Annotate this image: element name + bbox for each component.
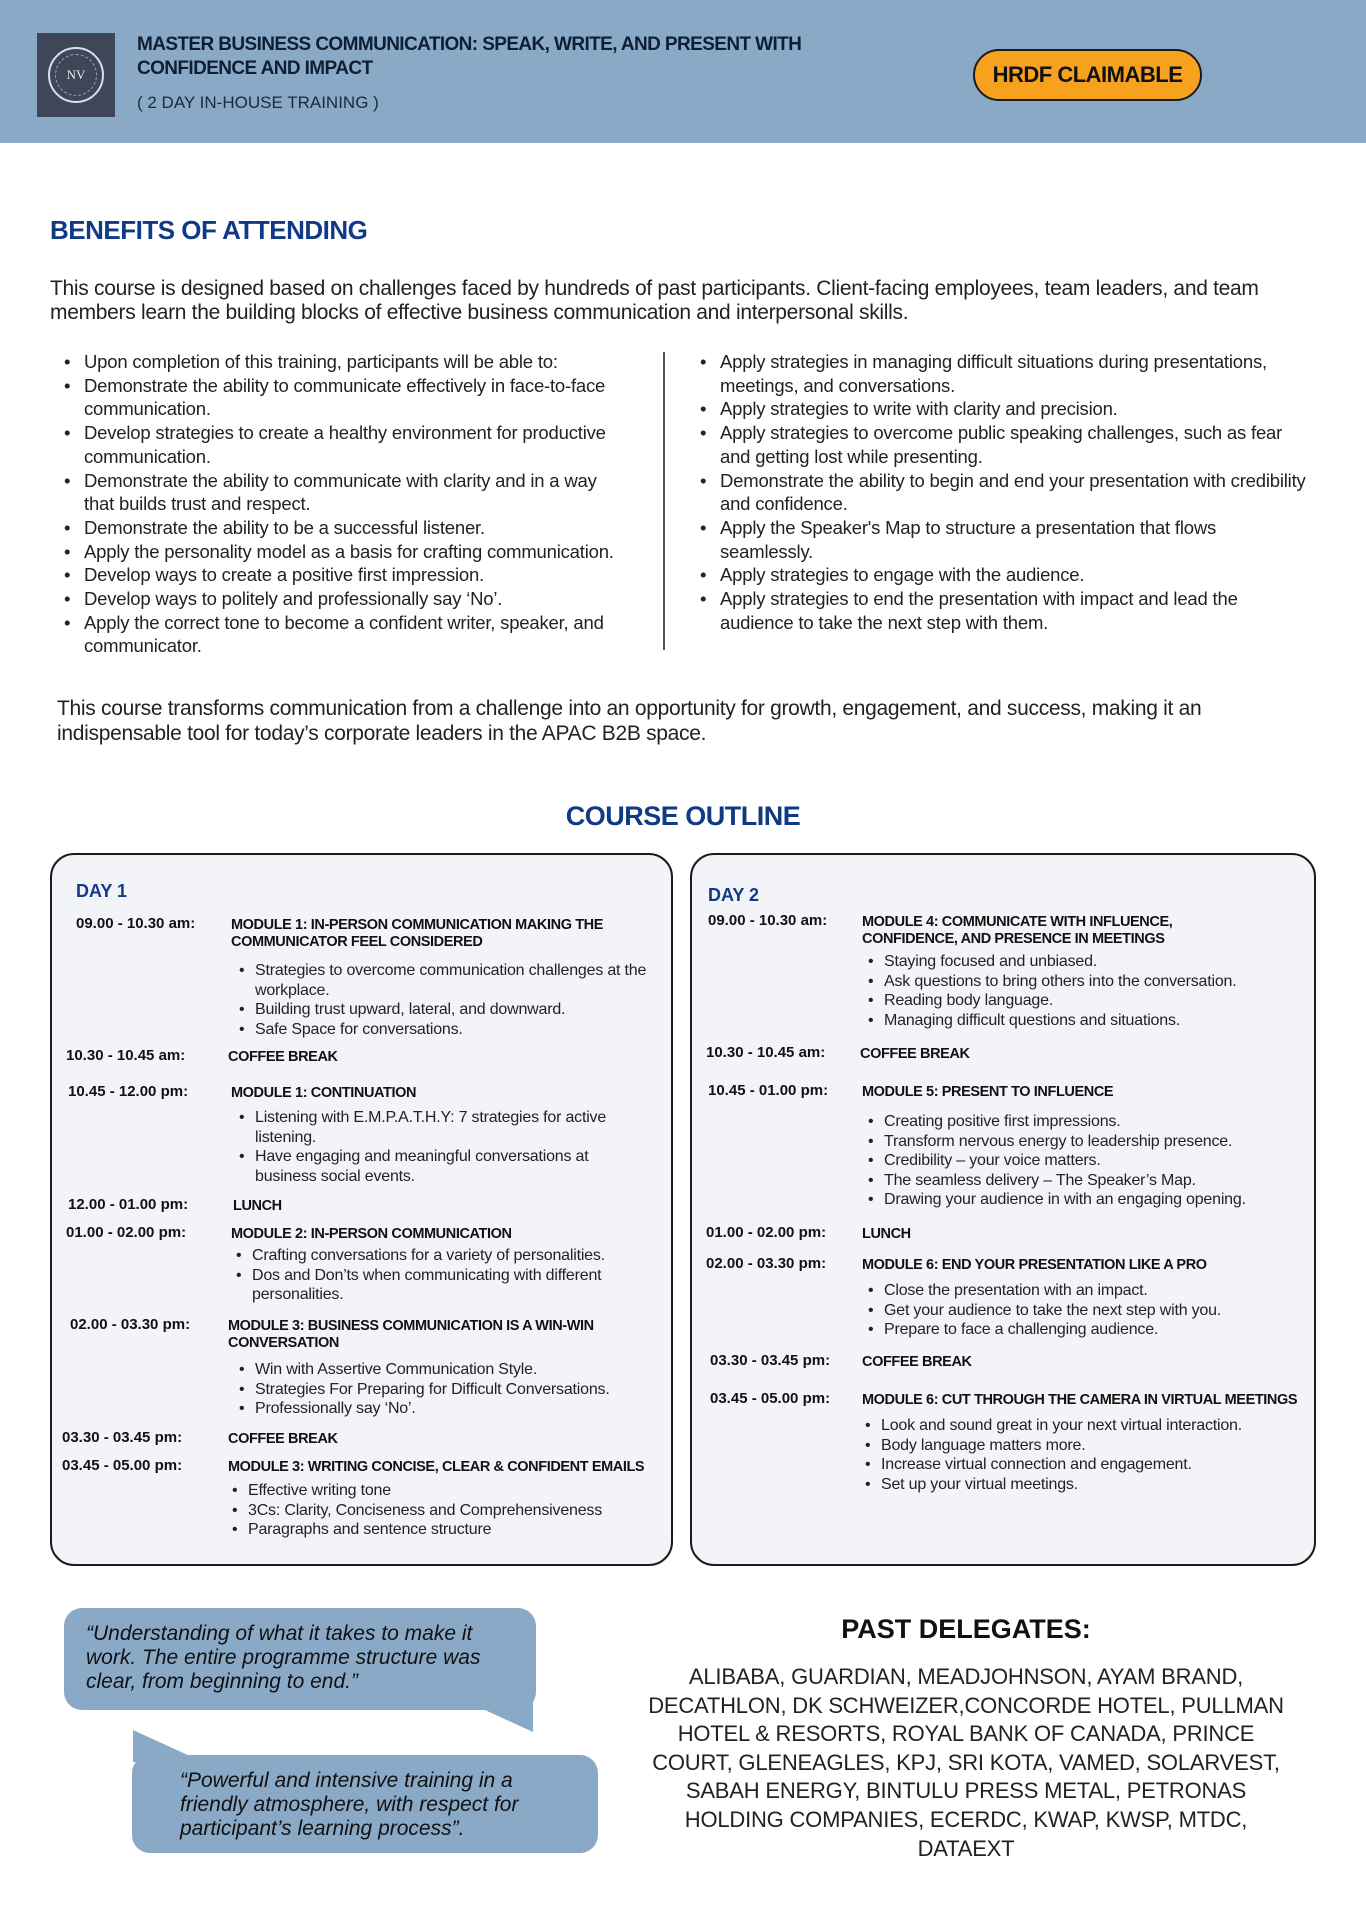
slot-module: MODULE 6: END YOUR PRESENTATION LIKE A PRO — [862, 1257, 1207, 1273]
slot-item: • Close the presentation with an impact. — [862, 1281, 1292, 1301]
benefit-item: • Demonstrate the ability to communicate effectively in face-to-face communication. — [50, 374, 630, 421]
slot-items — [230, 1246, 645, 1305]
slot-item: • Ask questions to bring others into the conversation. — [862, 972, 1292, 992]
benefit-item: • Develop ways to politely and professionally say ‘No’. — [50, 587, 630, 611]
benefit-item: • Apply strategies in managing difficult situations during presentations, meetings, and conversations. — [686, 350, 1311, 397]
slot-item: • Body language matters more. — [859, 1436, 1299, 1456]
slot-items — [226, 1481, 641, 1540]
header-banner — [0, 0, 1366, 143]
slot-item: • Drawing your audience in with an engaging opening. — [862, 1190, 1302, 1210]
slot-time: 01.00 - 02.00 pm: — [706, 1224, 827, 1241]
benefit-item: • Demonstrate the ability to communicate with clarity and in a way that builds trust and respect. — [50, 469, 630, 516]
benefits-outro: This course transforms communication from a challenge into an opportunity for growth, engagement, and success, making it an indispensable tool for today’s corporate leaders in the APAC B2B space. — [57, 697, 1202, 745]
speech-bubble-tail — [463, 1700, 533, 1732]
slot-item: • Strategies to overcome communication challenges at the workplace. — [233, 961, 648, 1000]
course-title: MASTER BUSINESS COMMUNICATION: SPEAK, WRITE, AND PRESENT WITH CONFIDENCE AND IMPACT — [137, 34, 802, 79]
slot-module: COFFEE BREAK — [862, 1354, 972, 1370]
slot-time: 10.30 - 10.45 am: — [706, 1044, 826, 1061]
slot-module: MODULE 3: WRITING CONCISE, CLEAR & CONFIDENT EMAILS — [228, 1459, 645, 1475]
slot-items — [859, 1416, 1299, 1494]
slot-module: MODULE 1: CONTINUATION — [231, 1085, 417, 1101]
day1-schedule — [50, 853, 673, 1566]
slot-item: • Managing difficult questions and situations. — [862, 1011, 1292, 1031]
slot-items — [233, 1108, 648, 1186]
slot-time: 09.00 - 10.30 am: — [76, 915, 196, 932]
slot-time: 09.00 - 10.30 am: — [708, 912, 828, 929]
day2-label: DAY 2 — [708, 885, 760, 905]
slot-items — [233, 961, 648, 1039]
slot-item: • Look and sound great in your next virtual interaction. — [859, 1416, 1299, 1436]
slot-time: 02.00 - 03.30 pm: — [70, 1316, 191, 1333]
slot-time: 12.00 - 01.00 pm: — [68, 1196, 189, 1213]
benefits-heading: BENEFITS OF ATTENDING — [50, 215, 368, 245]
slot-time: 03.30 - 03.45 pm: — [62, 1429, 183, 1446]
slot-item: • Creating positive first impressions. — [862, 1112, 1302, 1132]
slot-module: MODULE 5: PRESENT TO INFLUENCE — [862, 1084, 1114, 1100]
slot-item: • Staying focused and unbiased. — [862, 952, 1292, 972]
course-subtitle: ( 2 DAY IN-HOUSE TRAINING ) — [137, 93, 379, 112]
slot-items — [862, 952, 1292, 1030]
benefit-item: • Apply the personality model as a basis for crafting communication. — [50, 540, 630, 564]
benefit-item: • Develop ways to create a positive first impression. — [50, 563, 630, 587]
past-delegates-list: ALIBABA, GUARDIAN, MEADJOHNSON, AYAM BRAND, DECATHLON, DK SCHWEIZER,CONCORDE HOTEL, PULLMAN HOTEL & RESORTS, ROYAL BANK OF CANADA, PRINCE COURT, GLENEAGLES, KPJ, SRI KOTA, VAMED, SOLARVEST, SABAH ENERGY, BINTULU PRESS METAL, PETRONAS HOLDING COMPANIES, ECERDC, KWAP, KWSP, MTDC, DATAEXT — [648, 1664, 1284, 1861]
testimonial-bubble: “Powerful and intensive training in a friendly atmosphere, with respect for participant’s learning process”. — [132, 1755, 598, 1853]
slot-time: 01.00 - 02.00 pm: — [66, 1224, 187, 1241]
slot-item: • Safe Space for conversations. — [233, 1020, 648, 1040]
slot-item: • Building trust upward, lateral, and downward. — [233, 1000, 648, 1020]
slot-item: • Get your audience to take the next step with you. — [862, 1301, 1292, 1321]
slot-items — [862, 1281, 1292, 1340]
slot-item: • Strategies For Preparing for Difficult Conversations. — [233, 1380, 648, 1400]
slot-item: • Win with Assertive Communication Style. — [233, 1360, 648, 1380]
slot-time: 02.00 - 03.30 pm: — [706, 1255, 827, 1272]
past-delegates-heading: PAST DELEGATES: — [841, 1614, 1091, 1644]
slot-time: 03.45 - 05.00 pm: — [710, 1390, 831, 1407]
slot-module: MODULE 3: BUSINESS COMMUNICATION IS A WIN-WIN CONVERSATION — [228, 1318, 594, 1351]
slot-item: • Crafting conversations for a variety of personalities. — [230, 1246, 645, 1266]
slot-time: 03.30 - 03.45 pm: — [710, 1352, 831, 1369]
benefit-item: • Apply strategies to write with clarity and precision. — [686, 397, 1311, 421]
slot-module: MODULE 4: COMMUNICATE WITH INFLUENCE, CONFIDENCE, AND PRESENCE IN MEETINGS — [862, 914, 1173, 947]
logo-text: NV — [66, 67, 86, 82]
slot-item: • The seamless delivery – The Speaker’s Map. — [862, 1171, 1302, 1191]
benefit-item: • Upon completion of this training, participants will be able to: — [50, 350, 630, 374]
benefit-item: • Apply the correct tone to become a confident writer, speaker, and communicator. — [50, 611, 630, 658]
slot-time: 03.45 - 05.00 pm: — [62, 1457, 183, 1474]
slot-item: • Credibility – your voice matters. — [862, 1151, 1302, 1171]
slot-module: COFFEE BREAK — [228, 1049, 338, 1065]
benefit-item: • Apply the Speaker's Map to structure a presentation that flows seamlessly. — [686, 516, 1311, 563]
slot-item: • Transform nervous energy to leadership presence. — [862, 1132, 1302, 1152]
slot-item: • Paragraphs and sentence structure — [226, 1520, 641, 1540]
slot-time: 10.30 - 10.45 am: — [66, 1047, 186, 1064]
slot-module: LUNCH — [233, 1198, 282, 1214]
column-divider — [663, 352, 665, 650]
hrdf-claimable-badge: HRDF CLAIMABLE — [973, 49, 1202, 101]
slot-module: MODULE 6: CUT THROUGH THE CAMERA IN VIRTUAL MEETINGS — [862, 1392, 1298, 1408]
benefits-intro: This course is designed based on challenges faced by hundreds of past participants. Client-facing employees, team leaders, and team members learn the building blocks of effective business communication and interpersonal skills. — [50, 277, 1259, 324]
course-outline-heading: COURSE OUTLINE — [565, 801, 801, 831]
slot-item: • Have engaging and meaningful conversations at business social events. — [233, 1147, 648, 1186]
slot-item: • 3Cs: Clarity, Conciseness and Comprehensiveness — [226, 1501, 641, 1521]
slot-item: • Increase virtual connection and engagement. — [859, 1455, 1299, 1475]
slot-module: MODULE 1: IN-PERSON COMMUNICATION MAKING THE COMMUNICATOR FEEL CONSIDERED — [231, 917, 604, 950]
slot-time: 10.45 - 12.00 pm: — [68, 1083, 189, 1100]
day1-label: DAY 1 — [76, 881, 128, 901]
slot-module: MODULE 2: IN-PERSON COMMUNICATION — [231, 1226, 512, 1242]
slot-time: 10.45 - 01.00 pm: — [708, 1082, 829, 1099]
benefit-item: • Apply strategies to engage with the audience. — [686, 563, 1311, 587]
benefit-item: • Develop strategies to create a healthy environment for productive communication. — [50, 421, 630, 468]
slot-item: • Prepare to face a challenging audience. — [862, 1320, 1292, 1340]
benefit-item: • Demonstrate the ability to be a successful listener. — [50, 516, 630, 540]
slot-item: • Dos and Don’ts when communicating with different personalities. — [230, 1266, 645, 1305]
slot-items — [862, 1112, 1302, 1210]
logo — [37, 33, 115, 117]
day2-schedule — [690, 853, 1316, 1566]
benefit-item: • Apply strategies to overcome public speaking challenges, such as fear and getting lost while presenting. — [686, 421, 1311, 468]
slot-item: • Reading body language. — [862, 991, 1292, 1011]
benefit-item: • Apply strategies to end the presentation with impact and lead the audience to take the next step with them. — [686, 587, 1311, 634]
slot-module: COFFEE BREAK — [228, 1431, 338, 1447]
benefits-list-right — [686, 350, 1311, 634]
logo-emblem — [48, 47, 104, 103]
slot-item: • Listening with E.M.P.A.T.H.Y: 7 strategies for active listening. — [233, 1108, 648, 1147]
benefit-item: • Demonstrate the ability to begin and end your presentation with credibility and confidence. — [686, 469, 1311, 516]
slot-item: • Professionally say ‘No’. — [233, 1399, 648, 1419]
benefits-list-left — [50, 350, 630, 658]
slot-items — [233, 1360, 648, 1419]
slot-item: • Set up your virtual meetings. — [859, 1475, 1299, 1495]
testimonial-bubble: “Understanding of what it takes to make it work. The entire programme structure was clear, from beginning to end.” — [64, 1608, 536, 1710]
slot-item: • Effective writing tone — [226, 1481, 641, 1501]
slot-module: LUNCH — [862, 1226, 911, 1242]
slot-module: COFFEE BREAK — [860, 1046, 970, 1062]
